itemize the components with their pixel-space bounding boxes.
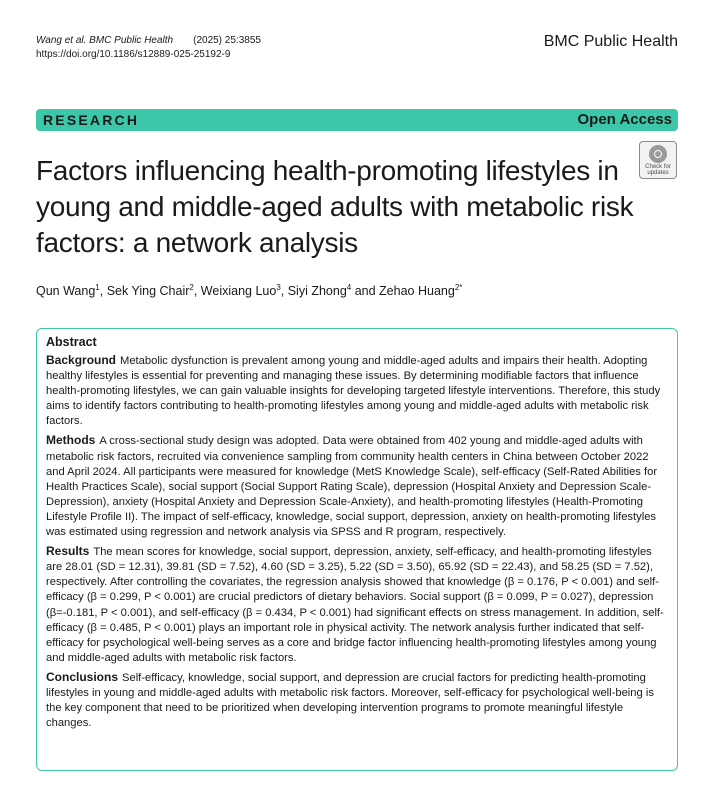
check-updates-line1: Check for <box>645 164 671 170</box>
check-updates-icon <box>649 145 667 163</box>
article-type-banner <box>36 109 678 131</box>
citation-authors: Wang et al. BMC Public Health <box>36 35 174 46</box>
article-title: Factors influencing health-promoting lifestyles in young and middle-aged adults with metabolic risk factors: a network analysis <box>36 155 634 258</box>
results-label: Results <box>46 544 90 559</box>
methods-label: Methods <box>46 433 96 448</box>
citation-header <box>36 34 261 62</box>
author-affiliation: 2 <box>189 283 194 292</box>
section-label: RESEARCH <box>43 112 140 128</box>
author-name[interactable]: Siyi Zhong <box>287 284 347 299</box>
doi-link[interactable]: https://doi.org/10.1186/s12889-025-25192-9 <box>36 49 231 60</box>
citation-year: (2025) 25:3855 <box>193 35 261 46</box>
check-updates-line2: updates <box>647 170 669 176</box>
author-list: Qun Wang$^1$, Sek Ying Chair$^2$, Weixiang Luo$^3$, Siyi Zhong$^4$ and Zehao Huang$^{2*}$ <box>36 283 463 299</box>
conclusions-text: Self-efficacy, knowledge, social support, and depression are crucial factors for predicting health-promoting lifestyles in young and middle-aged adults with metabolic risk factors. Moreover, self-efficacy for psychological well-being is the key component that need to be prioritized when developing intervention programs to promote meaningful lifestyle changes. <box>46 671 654 730</box>
conclusions-label: Conclusions <box>46 669 119 684</box>
abstract-conclusions <box>46 670 667 731</box>
abstract-methods <box>46 433 667 540</box>
abstract-results <box>46 544 667 666</box>
author-affiliation: 2* <box>454 283 463 292</box>
author-name[interactable]: Weixiang Luo <box>200 284 277 299</box>
journal-name: BMC Public Health <box>543 33 678 50</box>
abstract-background <box>46 353 667 429</box>
methods-text: A cross-sectional study design was adopted. Data were obtained from 402 young and middle-aged adults with metabolic risk factors, recruited via convenience sampling from community health centers in China between October 2022 and April 2024. All participants were measured for knowledge (MetS Knowledge Scale), self-efficacy (Self-Rated Abilities for Health Practices Scale), social support (Social Support Rating Scale), depression (Hospital Anxiety and Depression Scale-Depression), anxiety (Hospital Anxiety and Depression Scale-Anxiety), and health-promoting lifestyles (Health-Promoting Lifestyle Profile II). The impact of self-efficacy, knowledge, social support, depression, anxiety on health-promoting lifestyles was estimated using regression and network analysis via SPSS and R program, respectively. <box>46 435 658 539</box>
abstract-box <box>36 328 678 771</box>
author-affiliation: 1 <box>95 283 100 292</box>
author-name[interactable]: Zehao Huang <box>379 284 455 299</box>
background-text: Metabolic dysfunction is prevalent among young and middle-aged adults and impairs their health. Adopting healthy lifestyles is essential for preventing and managing these issues. By determining modifiable factors that influence health-promoting lifestyles, we can gain valuable insights for developing targeted lifestyle interventions. Therefore, this study aims to identify factors contributing to health-promoting lifestyles among young and middle-aged adults with metabolic risk factors. <box>46 355 661 428</box>
results-text: The mean scores for knowledge, social support, depression, anxiety, self-efficacy, and health-promoting lifestyles are 28.01 (SD = 12.31), 39.81 (SD = 7.52), 4.60 (SD = 3.25), 5.22 (SD = 3.50), 65.92 (SD = 22.43), and 58.25 (SD = 7.52), respectively. After controlling the covariates, the regression analysis showed that knowledge (β = 0.176, P < 0.001) and self-efficacy (β = 0.299, P < 0.001) are crucial predictors of dietary behaviors. Social support (β = 0.099, P = 0.027), depression (β=-0.181, P < 0.001), and self-efficacy (β = 0.434, P < 0.001) had significant effects on stress management. In addition, self-efficacy (β = 0.485, P < 0.001) plays an important role in physical activity. The network analysis further indicated that self-efficacy for psychological well-being serves as a core and bridge factor influencing health-promoting lifestyles among young and middle-aged adults with metabolic risk factors. <box>46 546 664 664</box>
background-label: Background <box>46 353 117 367</box>
author-name[interactable]: Sek Ying Chair <box>106 284 190 299</box>
author-affiliation: 3 <box>276 283 281 292</box>
open-access-label: Open Access <box>577 111 672 128</box>
check-for-updates-button[interactable] <box>639 141 677 179</box>
author-affiliation: 4 <box>346 283 352 292</box>
abstract-heading: Abstract <box>46 335 97 349</box>
author-name[interactable]: Qun Wang <box>36 284 96 299</box>
